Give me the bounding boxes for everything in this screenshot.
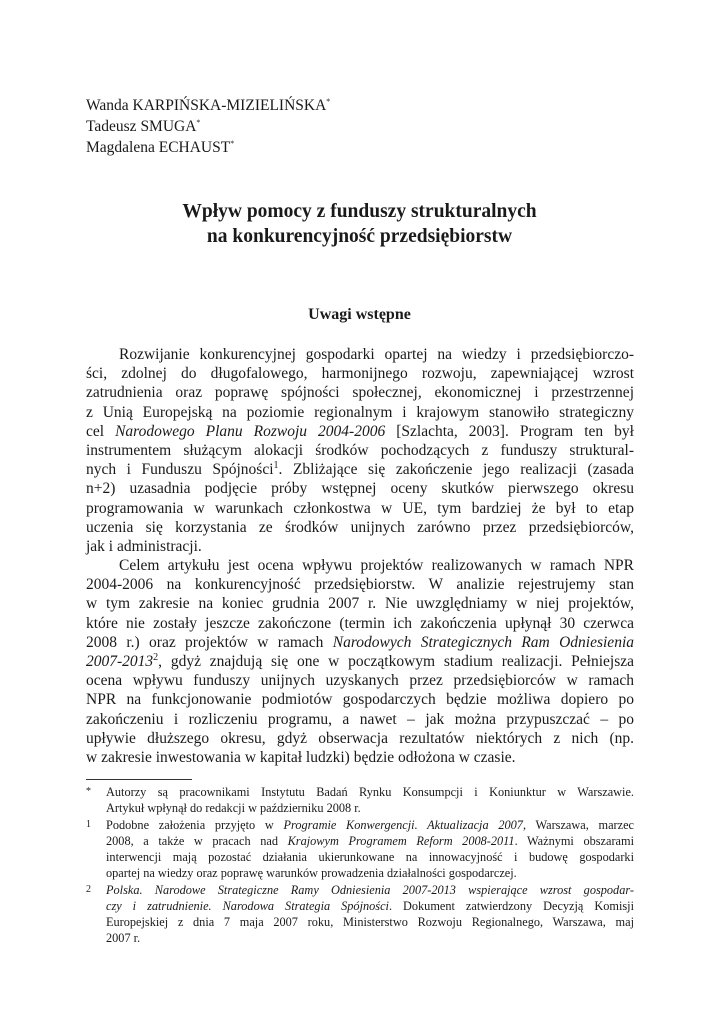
body-line: zakończeniu i rozliczeniu programu, a nawet – jak można przypuszczać – po [86,710,634,728]
body-text: [Szlachta, 2003]. Program ten był [385,422,634,440]
body-line: 2004-2006 na konkurencyjność przedsiębiorstw. W analizie rejestrujemy stan [86,576,634,594]
footnote-star [86,784,634,816]
footnote-text: . Dokument zatwierdzony Decyzją Komisji [388,899,634,913]
body-line: ści, zdolnej do długofalowego, harmonijnego rozwoju, zapewniającej wzrost [86,365,634,383]
author-last-name: SMUGA [140,118,197,135]
body-line [86,460,634,479]
article-body [86,345,634,767]
author-line [86,137,330,158]
section-heading: Uwagi wstępne [308,306,411,323]
author-footnote-mark: * [196,117,201,127]
footnote-italic-text: Programie Konwergencji. Aktualizacja 2007 [283,818,523,832]
body-italic-text: Narodowych Strategicznych Ram Odniesienia [332,633,634,651]
footnote-line: 2007 r. [106,931,141,945]
footnote-text: Podobne założenia przyjęto w [106,818,284,832]
footnote-line [106,817,634,833]
body-line: które nie zostały jeszcze zakończone (termin ich zakończenia upłynął 30 czerwca [86,614,634,632]
body-line [86,633,634,652]
author-footnote-mark: * [326,96,331,106]
author-line [86,95,330,116]
body-text: cel [86,422,116,440]
footnote-line [106,898,634,914]
footnote-line: Europejskiej z dnia 7 maja 2007 roku, Ministerstwo Rozwoju Regionalnego, Warszawa, maj [106,915,634,929]
body-line: jak i administracji. [86,537,202,555]
author-first-name: Magdalena [86,139,155,156]
footnote-line: Autorzy są pracownikami Instytutu Badań Rynku Konsumpcji i Koniunktur w Warszawie. [106,785,634,799]
body-line: uczenia się korzystania ze środków unijnych zarówno przez przedsiębiorców, [86,518,634,536]
footnote-2 [86,882,634,946]
footnote-text: , Warszawa, marzec [522,818,634,832]
footnote-italic-text: Krajowym Programem Reform 2008-2011 [287,834,515,848]
footnote-1 [86,817,634,881]
body-italic-text: Narodowego Planu Rozwoju 2004-2006 [115,422,386,440]
body-line [86,422,634,441]
body-line: z Unią Europejską na poziomie regionalnym i krajowym stanowiło strategiczny [86,403,634,421]
footnote-line [106,833,634,849]
body-italic-text: 2007-2013 [86,653,154,670]
footnote-line: interwencji mają pozostać działania ukierunkowane na innowacyjność i budowę gospodarki [106,850,634,864]
body-text: nych i Funduszu Spójności [86,461,274,479]
footnote-line [106,882,634,898]
footnote-line: opartej na wiedzy oraz poprawę warunków prowadzenia działalności gospodarczej. [106,866,517,880]
title-line-1: Wpływ pomocy z funduszy strukturalnych [182,201,537,222]
body-line: w zakresie inwestowania w kapitał ludzki) będzie odłożona w czasie. [86,748,516,766]
body-line: Celem artykułu jest ocena wpływu projektów realizowanych w ramach NPR [119,557,634,575]
body-line: n+2) uzasadnia podjęcie próby wstępnej oceny skutków pierwszego okresu [86,480,634,498]
footnote-mark: 2 [86,884,91,895]
body-line: w tym zakresie na koniec grudnia 2007 r. Nie uwzględniamy w niej projektów, [86,595,634,613]
article-title [0,199,719,249]
author-line [86,116,330,137]
body-text: . Zbliżające się zakończenie jego realizacji (zasada [278,461,634,479]
footnote-reference[interactable]: 2 [153,651,159,663]
author-last-name: KARPIŃSKA-MIZIELIŃSKA [132,97,327,114]
body-line: zatrudnienia oraz poprawę spójności społecznej, ekonomicznej i przestrzennej [86,384,634,402]
author-first-name: Wanda [86,97,129,114]
title-line-2: na konkurencyjność przedsiębiorstw [206,226,513,247]
body-line: instrumentem służącym alokacji środków pochodzących z funduszy struktural- [86,441,634,459]
footnote-mark: * [86,786,91,797]
body-text: 2008 r.) oraz projektów w ramach [86,633,333,651]
body-line: NPR na funkcjonowanie podmiotów gospodarczych będzie możliwa dopiero po [86,691,634,709]
body-line: Rozwijanie konkurencyjnej gospodarki opartej na wiedzy i przedsiębiorczo- [119,346,634,363]
footnote-line: Artykuł wpłynął do redakcji w październiku 2008 r. [106,801,361,815]
footnote-text: . Ważnymi obszarami [514,834,634,848]
body-line: upływie dłuższego okresu, gdyż obserwacja rezultatów niektórych z nich (np. [86,729,634,747]
body-line [86,652,634,671]
author-footnote-mark: * [230,138,235,148]
author-first-name: Tadeusz [86,118,137,135]
body-text: , gdyż znajdują się one w początkowym stadium realizacji. Pełniejsza [158,653,634,670]
footnote-italic-text: Polska. Narodowe Strategiczne Ramy Odniesienia 2007-2013 wspierające wzrost gospodar- [106,883,634,897]
author-last-name: ECHAUST [158,139,231,156]
body-line: programowania w warunkach członkostwa w UE, tym bardziej że był to etap [86,499,634,517]
footnote-italic-text: czy i zatrudnienie. Narodowa Strategia Spójności [106,899,389,913]
footnote-separator [86,779,192,780]
footnote-text: 2008, a także w pracach nad [106,834,288,848]
footnotes [86,783,634,946]
footnote-reference[interactable]: 1 [273,459,279,471]
footnote-mark: 1 [86,819,91,830]
author-list [86,95,330,158]
body-line: ocena wpływu funduszy unijnych uzyskanych przez przedsiębiorców w ramach [86,672,634,690]
